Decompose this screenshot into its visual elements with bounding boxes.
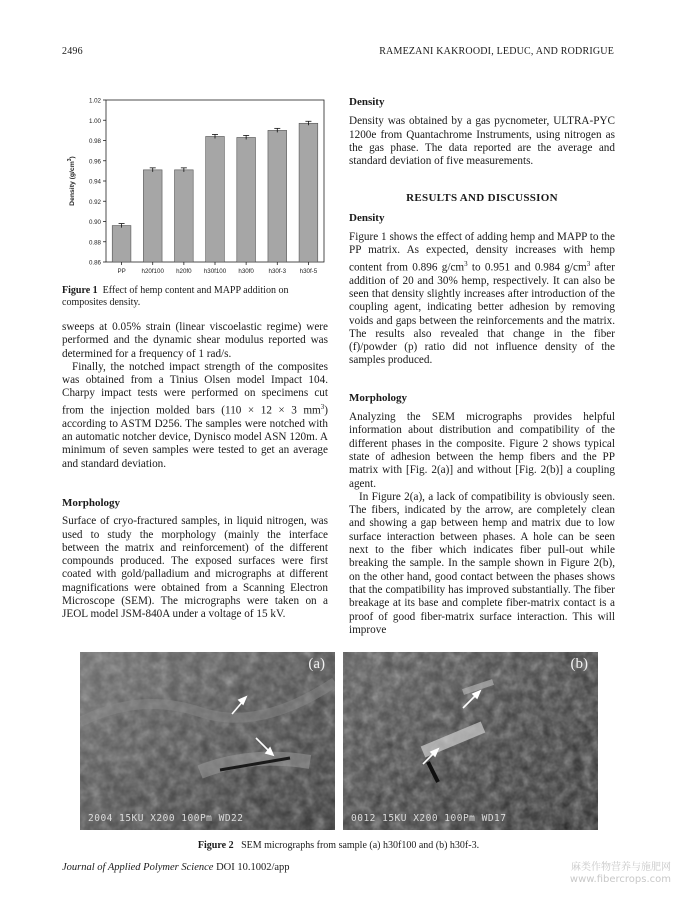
superscript: 3	[586, 259, 591, 268]
y-tick-label: 0.96	[88, 158, 101, 166]
right-column	[349, 96, 615, 637]
sem-image-a	[80, 652, 335, 830]
doi-text: DOI 10.1002/app	[216, 862, 290, 873]
figure1-chart	[62, 94, 332, 279]
text-span: ) according to ASTM D256. The samples were notched with an automatic notcher device, Dynisco model ASN 120m. A minimum of seven samples were tested to get an average and standard deviation.	[62, 404, 328, 470]
bar	[175, 170, 194, 262]
paragraph: Surface of cryo-fractured samples, in liquid nitrogen, was used to study the morphology (mainly the interface between the matrix and reinforcement) of the different compounds produced. The exposed surfaces were first coated with gold/palladium and micrographs at different magnifications were obtained from a Scanning Electron Microscope (SEM). The micrographs were taken on a JEOL model JSM-840A under a voltage of 15 kV.	[62, 515, 328, 621]
paragraph: Density was obtained by a gas pycnometer, ULTRA-PYC 1200e from Quantachrome Instruments, using nitrogen as the gas phase. The data reported are the average and standard deviation of five measurements.	[349, 115, 615, 168]
sem-image-b	[343, 652, 598, 830]
y-tick-label: 0.94	[88, 178, 101, 186]
watermark	[570, 862, 671, 886]
sem-info-bar-b: 0012 15KU X200 100Pm WD17	[351, 813, 507, 824]
figure1-caption-text: Effect of hemp content and MAPP addition on composites density.	[62, 285, 289, 308]
figure1-caption-label: Figure 1	[62, 285, 98, 296]
bar	[299, 123, 318, 262]
panel-label-b: (b)	[570, 656, 588, 672]
y-tick-label: 1.02	[88, 97, 101, 105]
section-heading: Morphology	[62, 497, 121, 509]
journal-name: Journal of Applied Polymer Science	[62, 862, 214, 873]
x-tick-label: h30f-3	[268, 268, 287, 275]
paragraph	[62, 361, 328, 471]
y-tick-label: 0.98	[88, 138, 101, 145]
bar	[268, 130, 287, 262]
paragraph	[349, 231, 615, 368]
bar	[206, 136, 225, 262]
section-heading: Density	[349, 211, 385, 224]
text-span: Finally, the notched impact strength of the composites was obtained from a Tinius Olsen model Impact 104. Charpy impact tests were performed on specimens cut from the injection molded bars (110 × 12 × 3 mm	[62, 360, 328, 417]
x-tick-label: h20f0	[176, 268, 192, 275]
y-tick-label: 0.90	[88, 219, 101, 226]
section-heading: Density	[349, 96, 385, 108]
superscript: 3	[320, 402, 325, 411]
bar	[112, 226, 131, 262]
text-span: Figure 1 shows the effect of adding hemp and MAPP to the PP matrix. As expected, density increases with hemp content from 0.896 g/cm	[349, 231, 615, 274]
x-tick-label: h30f-5	[299, 268, 318, 275]
watermark-line2: www.fibercrops.com	[569, 874, 671, 885]
figure2-caption	[0, 840, 677, 852]
bar	[237, 137, 256, 262]
page-number: 2496	[62, 46, 83, 57]
paragraph: sweeps at 0.05% strain (linear viscoelastic regime) were performed and the dynamic shear modulus reported was determined for a frequency of 1 rad/s.	[62, 321, 328, 360]
text-span: to 0.951 and 0.984 g/cm	[467, 261, 587, 274]
text-span: after addition of 20 and 30% hemp, respectively. It can also be seen that density slightly increases after introduction of the coupling agent, indicating better adhesion by removing voids and gaps between the reinforcements and the matrix. The results also revealed that change in the fiber (f)/powder (p) ratio did not influence density of the samples produced.	[349, 261, 615, 367]
density-bar-chart	[62, 94, 332, 279]
section-heading: Morphology	[349, 391, 408, 404]
journal-footer	[62, 862, 290, 873]
y-tick-label: 1.00	[88, 117, 101, 125]
figure2-caption-label: Figure 2	[197, 840, 234, 851]
superscript: 3	[464, 259, 468, 268]
x-tick-label: h20f100	[141, 268, 164, 275]
bar	[143, 170, 162, 262]
y-tick-label: 0.92	[88, 198, 101, 206]
sem-info-bar-a: 2004 15KU X200 100Pm WD22	[88, 813, 244, 824]
y-tick-label: 0.88	[88, 239, 101, 247]
x-tick-label: h30f0	[238, 268, 254, 275]
figure2-caption-text: SEM micrographs from sample (a) h30f100 and (b) h30f-3.	[241, 840, 480, 851]
figure1-caption	[62, 285, 334, 309]
paragraph: In Figure 2(a), a lack of compatibility is obviously seen. The fibers, indicated by the arrow, are completely clean and showing a gap between hemp and matrix due to low surface interaction between phases. A hole can be seen next to the fiber which indicates fiber pull-out while breaking the sample. In the sample shown in Figure 2(b), on the other hand, good contact between the phases shows that the compatibility has improved substantially. The fiber breakage at its base and complete fiber-matrix contact is a proof of good fiber-matrix surface interaction. This will improve	[349, 490, 615, 636]
section-title: RESULTS AND DISCUSSION	[406, 192, 558, 205]
y-axis-label: Density $(g/cm^3)$	[67, 156, 76, 206]
x-tick-label: h30f100	[203, 268, 227, 275]
running-header-authors: RAMEZANI KAKROODI, LEDUC, AND RODRIGUE	[379, 46, 614, 57]
watermark-line1: 麻类作物营养与施肥网	[571, 862, 671, 873]
y-tick-label: 0.86	[88, 259, 101, 267]
paragraph: Analyzing the SEM micrographs provides helpful information about distribution and compatibility of the different phases in the composite. Figure 2 shows typical state of adhesion between the hemp fibers and the PP matrix with [Fig. 2(a)] and without [Fig. 2(b)] a coupling agent.	[349, 411, 615, 490]
sem-micrograph-a	[80, 652, 335, 830]
left-column	[62, 321, 328, 622]
panel-label-a: (a)	[308, 656, 325, 672]
x-tick-label: PP	[117, 268, 126, 275]
sem-micrograph-b	[343, 652, 598, 830]
